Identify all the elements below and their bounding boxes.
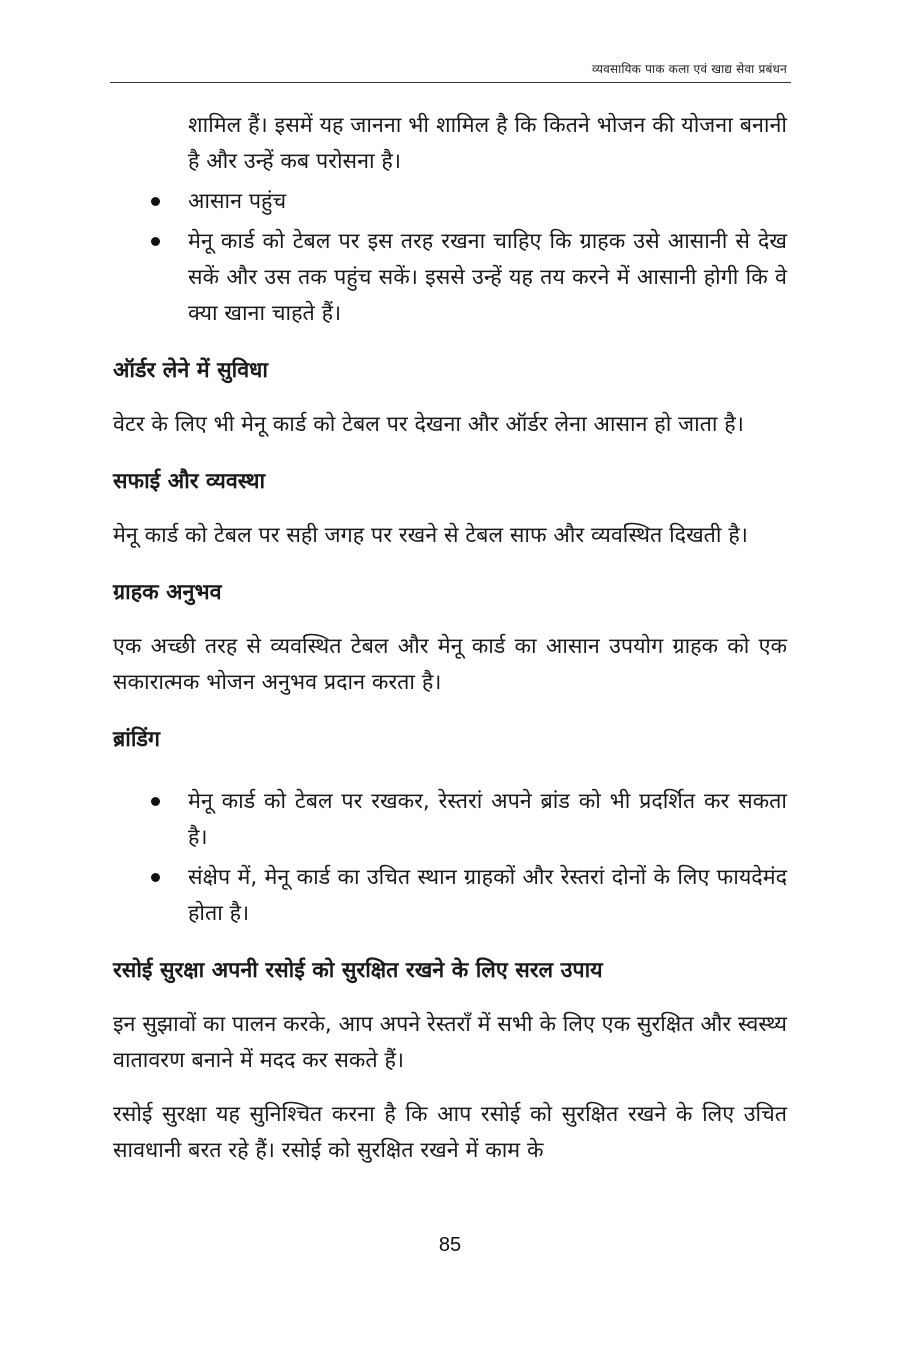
header-divider [110,82,791,83]
section-body-order-convenience: वेटर के लिए भी मेनू कार्ड को टेबल पर देखना और ऑर्डर लेना आसान हो जाता है। [113,412,744,437]
page-number: 85 [438,1234,462,1256]
section-body-customer-experience: एक अच्छी तरह से व्यवस्थित टेबल और मेनू कार्ड का आसान उपयोग ग्राहक को एक सकारात्मक भोजन अनुभव प्रदान करता है। [113,634,787,695]
list-item-text: आसान पहुंच [188,189,287,214]
bullet-list-top [113,184,787,332]
bullet-icon [151,197,160,206]
bullet-icon [151,873,160,882]
list-item-text: संक्षेप में, मेनू कार्ड का उचित स्थान ग्राहकों और रेस्तरां दोनों के लिए फायदेमंद होता है। [188,865,787,926]
list-item [113,224,787,332]
list-item [113,184,787,220]
bullet-icon [151,237,160,246]
kitchen-safety-paragraph: रसोई सुरक्षा यह सुनिश्चित करना है कि आप रसोई को सुरक्षित रखने के लिए उचित सावधानी बरत रहे हैं। रसोई को सुरक्षित रखने में काम के [113,1102,787,1163]
list-item [113,784,787,856]
list-item-text: मेनू कार्ड को टेबल पर रखकर, रेस्तरां अपने ब्रांड को भी प्रदर्शित कर सकता है। [188,789,787,850]
section-heading-kitchen-safety: रसोई सुरक्षा अपनी रसोई को सुरक्षित रखने के लिए सरल उपाय [113,958,603,983]
list-item-text: मेनू कार्ड को टेबल पर इस तरह रखना चाहिए कि ग्राहक उसे आसानी से देख सकें और उस तक पहुंच सकें। इससे उन्हें यह तय करने में आसानी होगी कि वे क्या खाना चाहते हैं। [188,229,787,326]
section-heading-cleanliness: सफाई और व्यवस्था [113,469,266,494]
list-item [113,860,787,932]
bullet-list-branding [113,784,787,932]
running-header-title: व्यवसायिक पाक कला एवं खाद्य सेवा प्रबंधन [591,62,787,76]
bullet-icon [151,797,160,806]
section-heading-order-convenience: ऑर्डर लेने में सुविधा [113,358,268,383]
kitchen-safety-paragraph: इन सुझावों का पालन करके, आप अपने रेस्तराँ में सभी के लिए एक सुरक्षित और स्वस्थ्य वातावरण बनाने में मदद कर सकते हैं। [113,1012,787,1073]
intro-continuation: शामिल हैं। इसमें यह जानना भी शामिल है कि कितने भोजन की योजना बनानी है और उन्हें कब परोसना है। [188,113,787,174]
section-body-cleanliness: मेनू कार्ड को टेबल पर सही जगह पर रखने से टेबल साफ और व्यवस्थित दिखती है। [113,523,748,548]
section-heading-branding: ब्रांडिंग [113,727,161,752]
page-content [113,108,787,1169]
section-heading-customer-experience: ग्राहक अनुभव [113,580,222,605]
